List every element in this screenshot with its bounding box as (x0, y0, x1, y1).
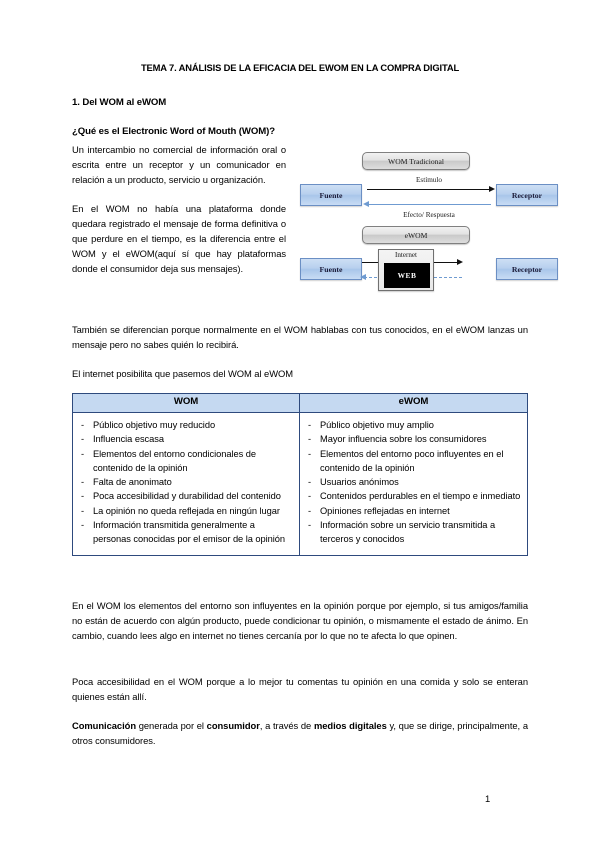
intro-paragraph-1: Un intercambio no comercial de información oral o escrita entre un receptor y un comunicador en relación a un producto, servicio u organización. (72, 144, 286, 186)
definition-bold-medios-digitales: medios digitales (313, 720, 387, 731)
internet-enables-paragraph: El internet posibilita que pasemos del WOM al eWOM (72, 368, 294, 379)
intro-paragraph-2: En el WOM no había una plataforma donde quedara registrado el mensaje de forma definitiva o que perdure en el tiempo, es la diferencia entre el WOM y el eWOM(aquí sí que hay plataformas donde el consumidor deja sus mensajes). (72, 202, 286, 275)
list-item: - Influencia escasa (77, 432, 295, 446)
wom-traditional-diagram (300, 150, 558, 224)
list-item: - Opiniones reflejadas en internet (304, 504, 523, 518)
environment-paragraph: En el WOM los elementos del entorno son influyentes en la opinión porque por ejemplo, si tus amigos/familia no están de acuerdo con algún producto, puede condicionar tu opinión, o mismamente el estado de ánimo. En cambio, cuando lees algo en internet no tienes cercanía por lo que no te afecta lo que opinen. (72, 600, 528, 642)
wom-list (77, 418, 295, 547)
ewom-receiver-node: Receptor (496, 258, 558, 280)
wom-forward-arrow-label: Estímulo (416, 176, 442, 184)
wom-back-arrow-label: Efecto/ Respuesta (403, 211, 455, 219)
definition-bold-consumidor: consumidor (206, 720, 260, 731)
page-title: TEMA 7. ANÁLISIS DE LA EFICACIA DEL EWOM EN LA COMPRA DIGITAL (140, 62, 460, 73)
definition-text-3: y, que se dirige, principalmente, a otros consumidores. (72, 720, 528, 747)
wom-ewom-comparison-table (72, 393, 528, 556)
definition-paragraph (72, 718, 528, 748)
table-header-ewom: eWOM (300, 394, 528, 413)
wom-arrows (364, 176, 494, 218)
internet-label: Internet (394, 251, 418, 259)
wom-forward-arrowhead-icon (489, 186, 495, 192)
question-heading: ¿Qué es el Electronic Word of Mouth (WOM)? (72, 126, 275, 137)
ewom-back-arrowhead-icon (360, 274, 366, 280)
wom-receiver-node: Receptor (496, 184, 558, 206)
definition-text-1: generada por el (136, 720, 207, 731)
definition-text-2: , a través de (259, 720, 314, 731)
table-cell-wom (73, 413, 300, 556)
internet-node (378, 249, 434, 291)
list-item: - La opinión no queda reflejada en ningún lugar (77, 504, 295, 518)
wom-ewom-diagrams (300, 150, 558, 310)
wom-traditional-badge: WOM Tradicional (362, 152, 470, 170)
section-heading: 1. Del WOM al eWOM (72, 97, 167, 108)
list-item: - Contenidos perdurables en el tiempo e inmediato (304, 489, 523, 503)
wom-source-node: Fuente (300, 184, 362, 206)
web-node: WEB (384, 263, 430, 288)
page-number: 1 (485, 793, 491, 804)
ewom-diagram (300, 224, 558, 298)
ewom-right-solid-line (432, 262, 460, 263)
wom-forward-arrow-line (367, 189, 491, 190)
list-item: - Información transmitida generalmente a personas conocidas por el emisor de la opinión (77, 518, 295, 547)
ewom-badge: eWOM (362, 226, 470, 244)
list-item: - Falta de anonimato (77, 475, 295, 489)
table-cell-ewom (300, 413, 528, 556)
table-header-row (73, 394, 528, 413)
ewom-source-node: Fuente (300, 258, 362, 280)
ewom-right-dashed-line (434, 277, 462, 278)
list-item: - Mayor influencia sobre los consumidores (304, 432, 523, 446)
list-item: - Elementos del entorno condicionales de contenido de la opinión (77, 447, 295, 476)
list-item: - Información sobre un servicio transmitida a terceros y conocidos (304, 518, 523, 547)
accessibility-paragraph: Poca accesibilidad en el WOM porque a lo mejor tu comentas tu opinión en una comida y solo se enteran quienes están allí. (72, 676, 528, 703)
ewom-list (304, 418, 523, 547)
table-header-wom: WOM (73, 394, 300, 413)
list-item: - Usuarios anónimos (304, 475, 523, 489)
definition-bold-comunicacion: Comunicación (72, 720, 136, 731)
wom-back-arrow-line (367, 204, 491, 205)
list-item: - Poca accesibilidad y durabilidad del contenido (77, 489, 295, 503)
intro-text-column (72, 142, 286, 290)
list-item: - Público objetivo muy reducido (77, 418, 295, 432)
differences-paragraph: También se diferencian porque normalmente en el WOM hablabas con tus conocidos, en el eWOM lanzas un mensaje pero no sabes quién lo recibirá. (72, 324, 528, 351)
list-item: - Público objetivo muy amplio (304, 418, 523, 432)
wom-back-arrowhead-icon (363, 201, 369, 207)
table-row (73, 413, 528, 556)
list-item: - Elementos del entorno poco influyentes en el contenido de la opinión (304, 447, 523, 476)
ewom-forward-arrowhead-icon (457, 259, 463, 265)
